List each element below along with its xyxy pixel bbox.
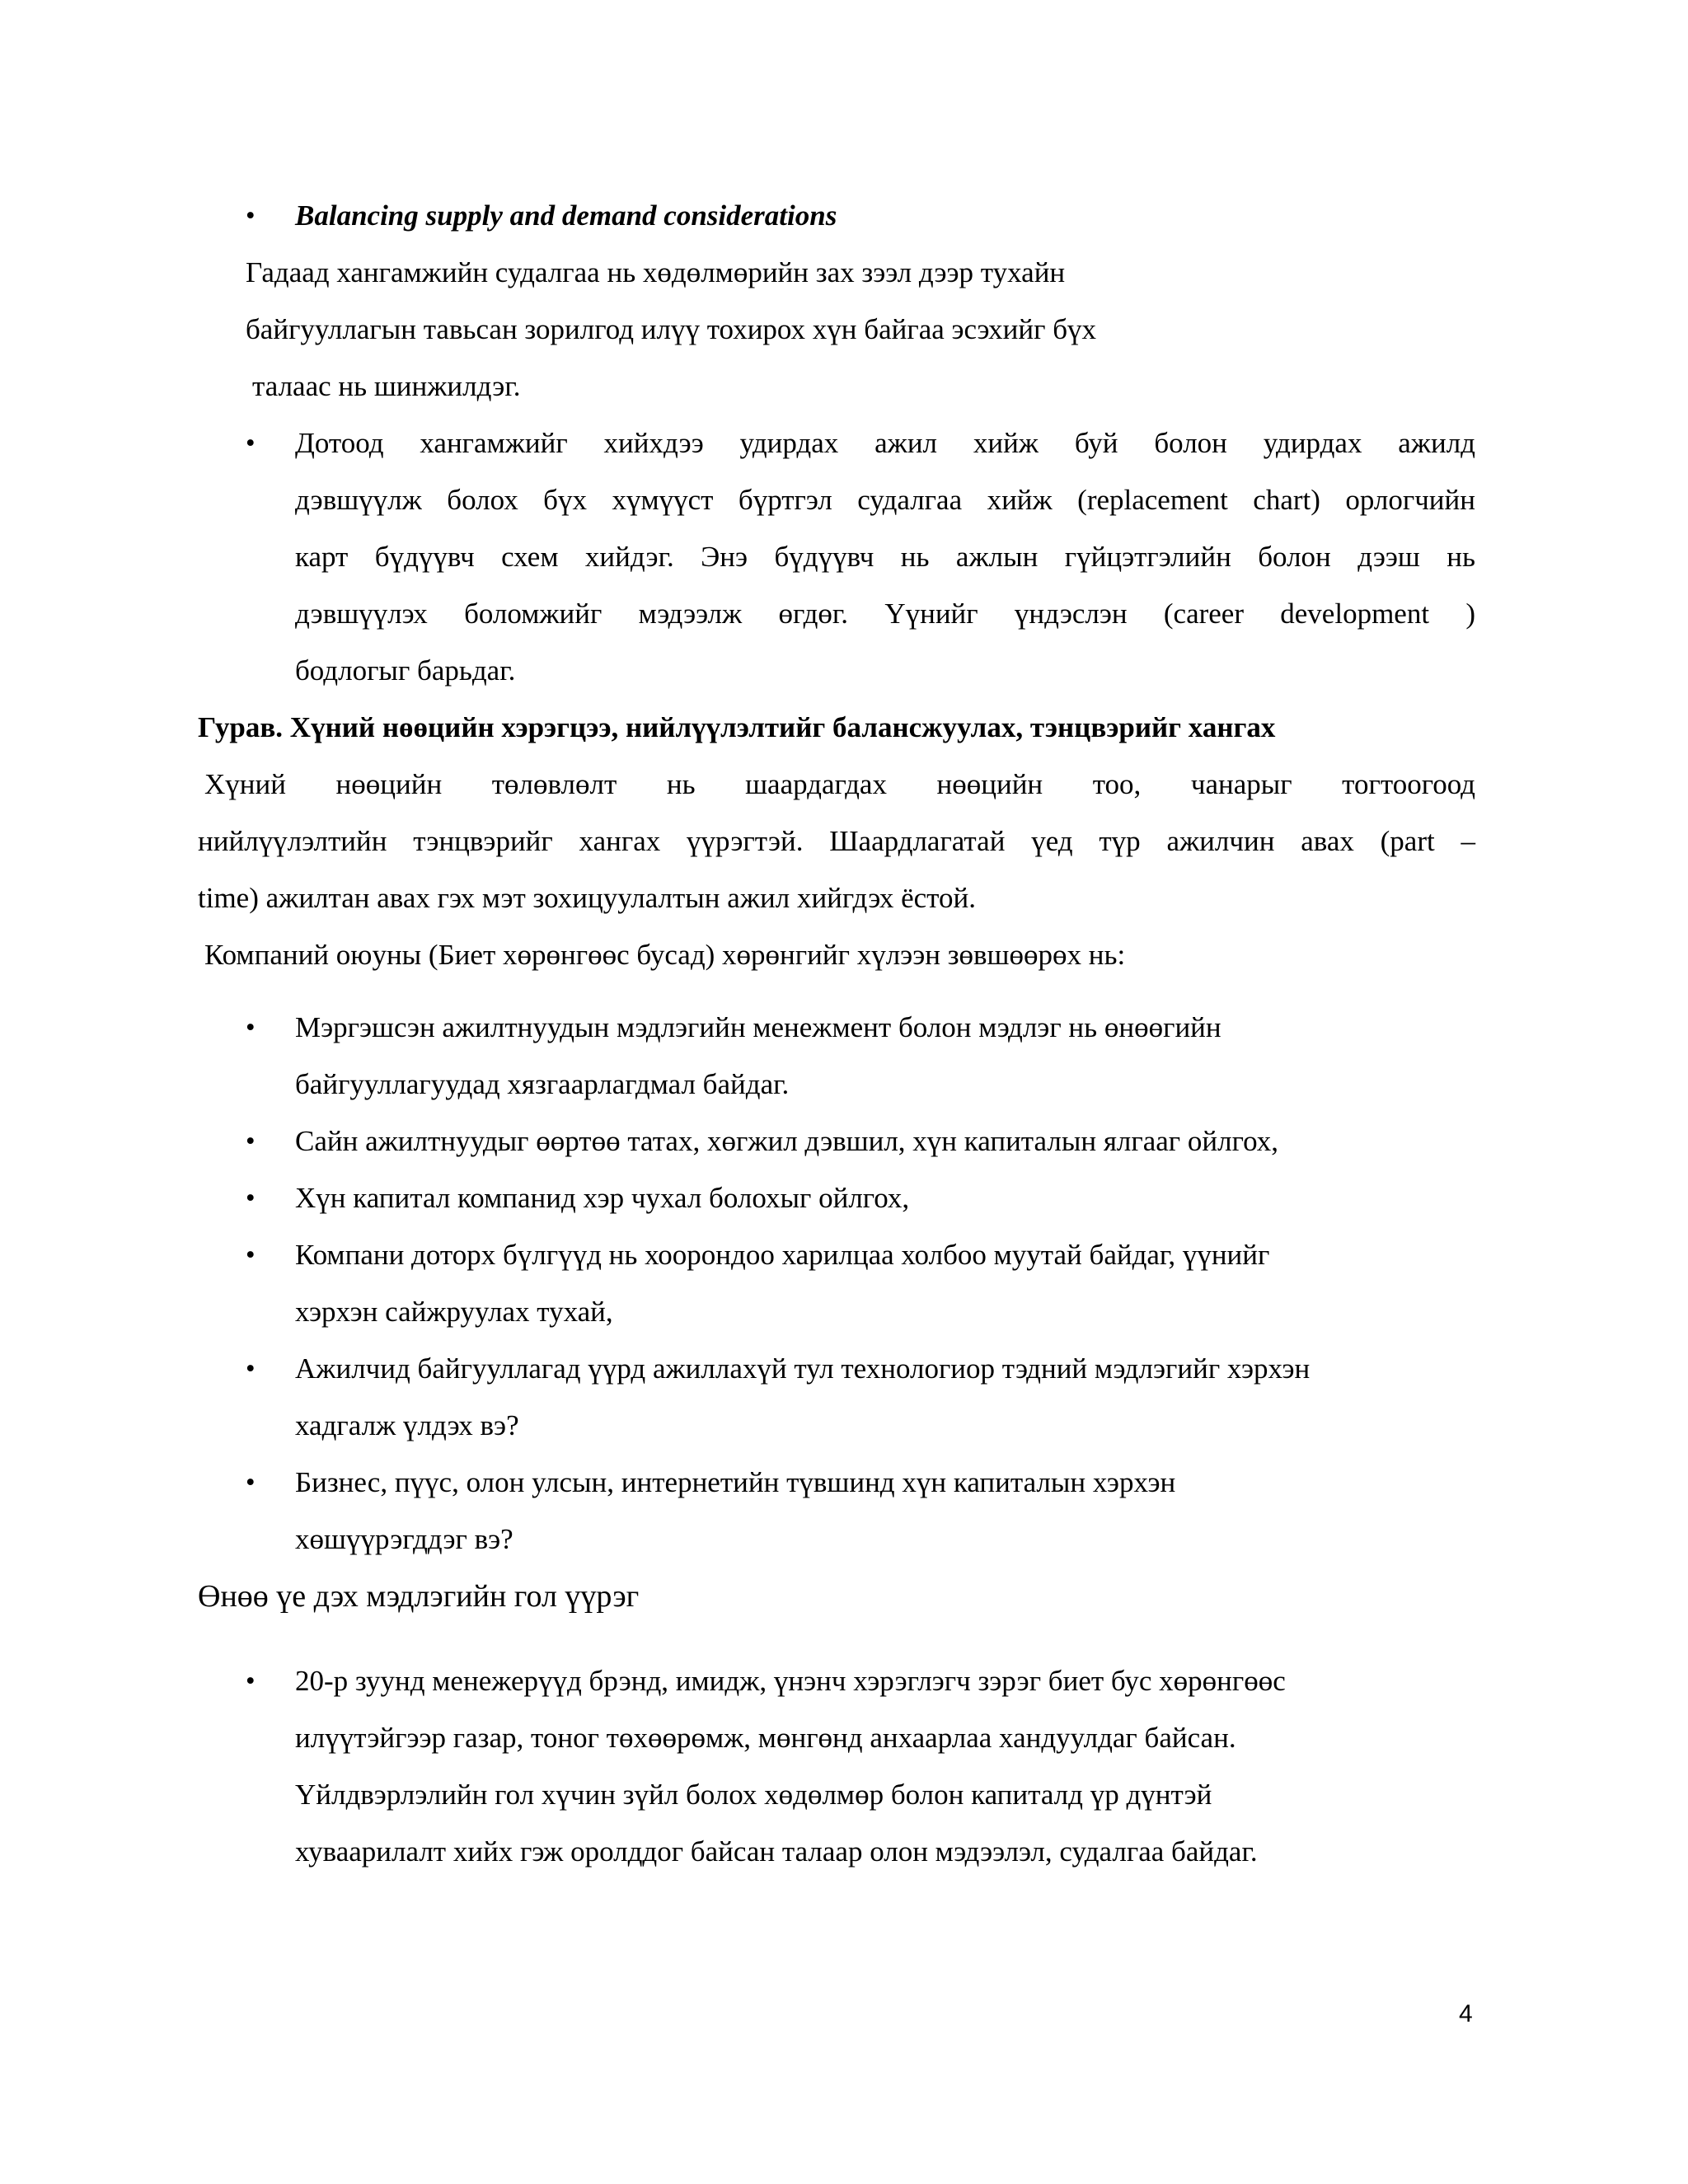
bullet-marker: • — [246, 1468, 256, 1497]
bullet-marker: • — [246, 201, 256, 231]
section-heading-knowledge: Өнөө үе дэх мэдлэгийн гол үүрэг — [198, 1579, 640, 1614]
list-item-line: Ажилчид байгууллагад үүрд ажиллахүй тул технологиор тэдний мэдлэгийг хэрхэн — [295, 1352, 1311, 1385]
section-heading-balance: Гурав. Хүний нөөцийн хэрэгцээ, нийлүүлэлтийг балансжуулах, тэнцвэрийг хангах — [198, 711, 1276, 743]
list-item-line: хөшүүрэгддэг вэ? — [295, 1523, 513, 1555]
bullet-marker: • — [246, 1127, 256, 1156]
list-item-line: байгууллагуудад хязгаарлагдмал байдаг. — [295, 1068, 790, 1100]
paragraph-line: дэвшүүлж болох бүх хүмүүст бүртгэл судалгаа хийж (replacement chart) орлогчийн — [295, 484, 1475, 516]
paragraph-line: Гадаад хангамжийн судалгаа нь хөдөлмөрийн зах зээл дээр тухайн — [246, 256, 1066, 288]
list-item-line: Бизнес, пүүс, олон улсын, интернетийн түвшинд хүн капиталын хэрхэн — [295, 1466, 1176, 1498]
bullet-marker: • — [246, 1666, 256, 1696]
bullet-marker: • — [246, 1183, 256, 1213]
paragraph-line: байгууллагын тавьсан зорилгод илүү тохирох хүн байгаа эсэхийг бүх — [246, 313, 1097, 345]
paragraph-intro: Компаний оюуны (Биет хөрөнгөөс бусад) хөрөнгийг хүлээн зөвшөөрөх нь: — [204, 939, 1126, 971]
bullet-marker: • — [246, 1354, 256, 1384]
section-heading-balancing: Balancing supply and demand considerations — [295, 199, 837, 232]
list-item-line: Компани доторх бүлгүүд нь хоорондоо харилцаа холбоо муутай байдаг, үүнийг — [295, 1239, 1270, 1271]
paragraph-line: Хүний нөөцийн төлөвлөлт нь шаардагдах нөөцийн тоо, чанарыг тогтоогоод — [204, 768, 1475, 800]
page-number: 4 — [1459, 2000, 1473, 2027]
paragraph-line: бодлогыг барьдаг. — [295, 654, 516, 687]
bullet-marker: • — [246, 1013, 256, 1043]
paragraph-line: карт бүдүүвч схем хийдэг. Энэ бүдүүвч нь ажлын гүйцэтгэлийн болон дээш нь — [295, 541, 1475, 573]
list-item-line: Үйлдвэрлэлийн гол хүчин зүйл болох хөдөлмөр болон капиталд үр дүнтэй — [295, 1779, 1212, 1811]
paragraph-line: талаас нь шинжилдэг. — [252, 370, 521, 402]
paragraph-line: нийлүүлэлтийн тэнцвэрийг хангах үүрэгтэй. Шаардлагатай үед түр ажилчин авах (part – — [198, 825, 1475, 857]
list-item-line: Хүн капитал компанид хэр чухал болохыг ойлгох, — [295, 1182, 910, 1214]
paragraph-line: time) ажилтан авах гэх мэт зохицуулалтын ажил хийгдэх ёстой. — [198, 882, 976, 914]
list-item-line: хэрхэн сайжруулах тухай, — [295, 1296, 613, 1328]
bullet-marker: • — [246, 1240, 256, 1270]
list-item-line: илүүтэйгээр газар, тоног төхөөрөмж, мөнгөнд анхаарлаа хандуулдаг байсан. — [295, 1722, 1236, 1754]
bullet-marker: • — [246, 429, 256, 458]
list-item-line: хадгалж үлдэх вэ? — [295, 1409, 519, 1441]
list-item-line: хуваарилалт хийх гэж оролддог байсан талаар олон мэдээлэл, судалгаа байдаг. — [295, 1835, 1258, 1868]
paragraph-line: дэвшүүлэх боломжийг мэдээлж өгдөг. Үүнийг үндэслэн (career development ) — [295, 598, 1475, 630]
paragraph-line: Дотоод хангамжийг хийхдээ удирдах ажил хийж буй болон удирдах ажилд — [295, 427, 1475, 459]
list-item-line: Мэргэшсэн ажилтнуудын мэдлэгийн менежмент болон мэдлэг нь өнөөгийн — [295, 1011, 1221, 1043]
list-item-line: 20-р зуунд менежерүүд брэнд, имидж, үнэнч хэрэглэгч зэрэг биет бус хөрөнгөөс — [295, 1665, 1286, 1697]
list-item-line: Сайн ажилтнуудыг өөртөө татах, хөгжил дэвшил, хүн капиталын ялгааг ойлгох, — [295, 1125, 1278, 1157]
